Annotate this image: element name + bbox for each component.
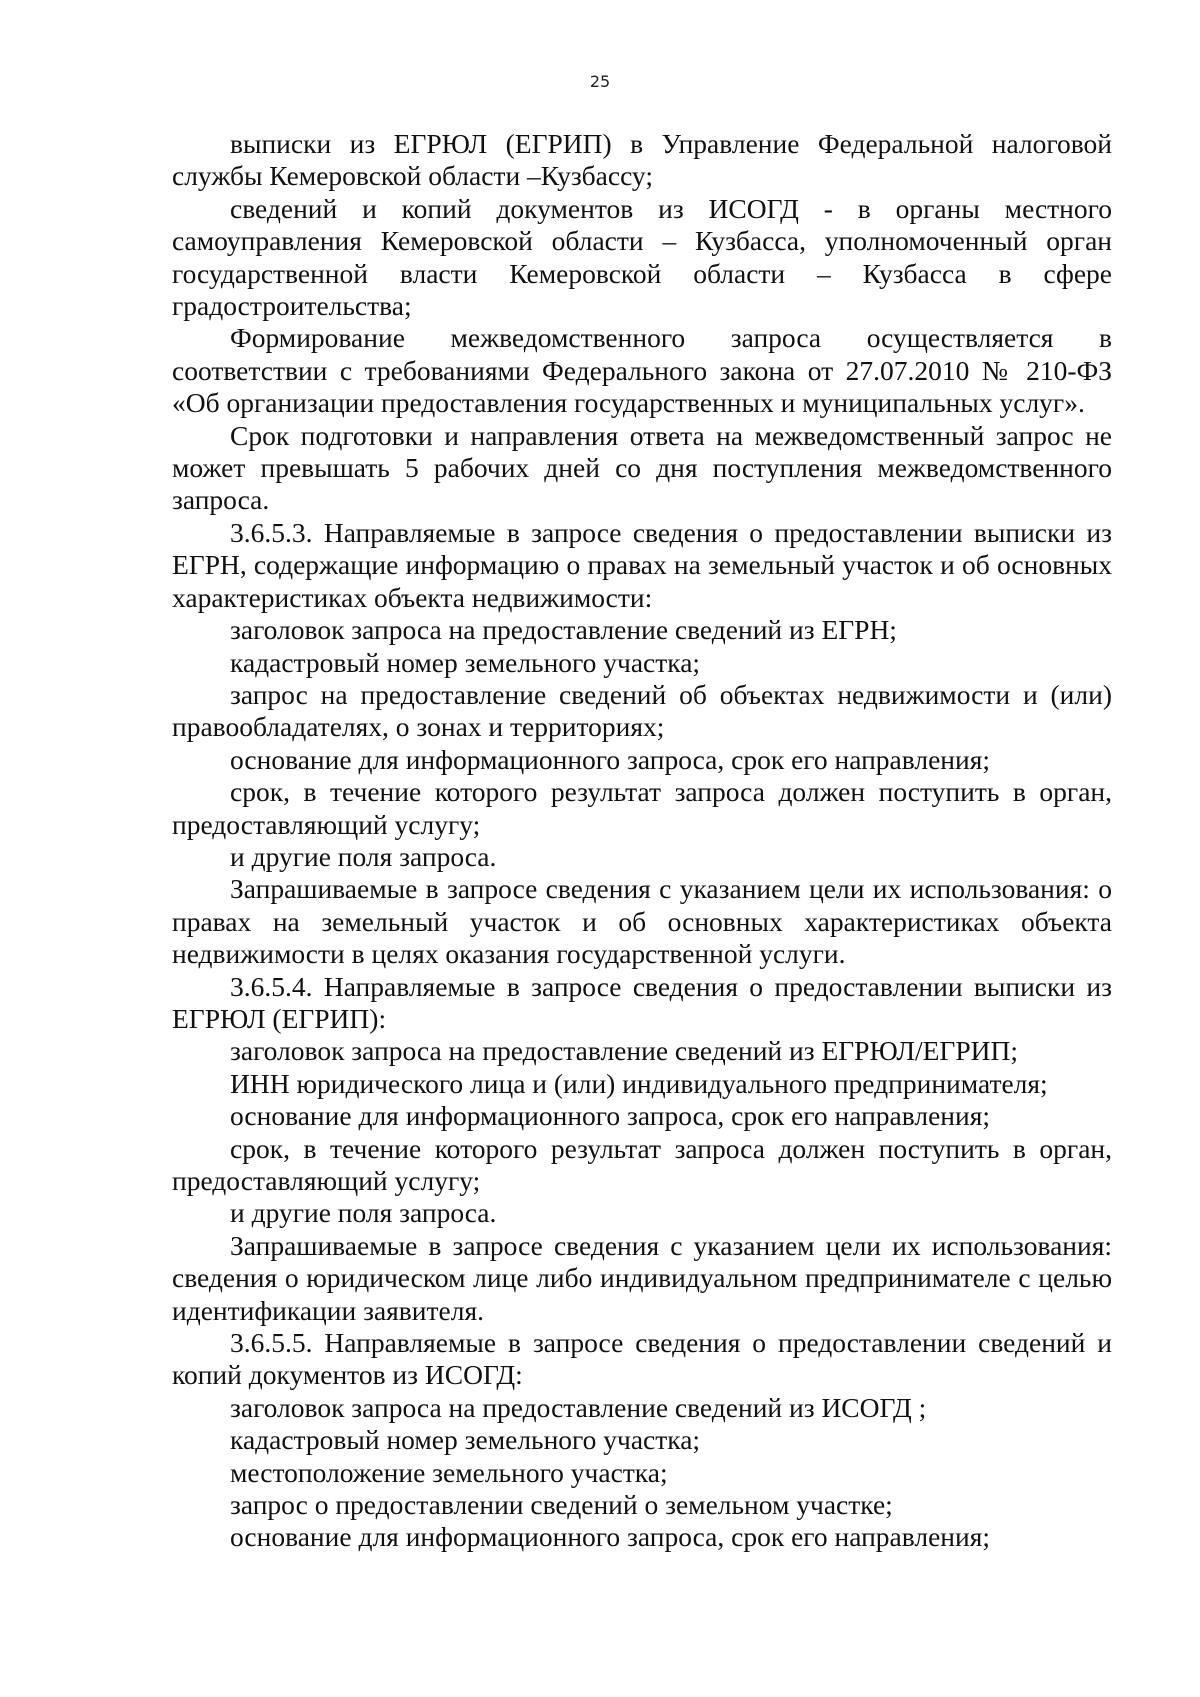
- list-item: запрос о предоставлении сведений о земельном участке;: [230, 1489, 893, 1521]
- paragraph: Запрашиваемые в запросе сведения с указанием цели их использования: сведения о юридическом лице либо индивидуальном предпринимателе с целью идентификации заявителя.: [172, 1229, 1112, 1326]
- paragraph: Срок подготовки и направления ответа на межведомственный запрос не может превышать 5 рабочих дней со дня поступления межведомственного запроса.: [172, 419, 1112, 516]
- list-item: заголовок запроса на предоставление сведений из ЕГРЮЛ/ЕГРИП;: [230, 1035, 1018, 1067]
- list-item: кадастровый номер земельного участка;: [230, 1424, 701, 1456]
- list-item: и другие поля запроса.: [230, 840, 497, 872]
- list-item: заголовок запроса на предоставление сведений из ЕГРН;: [230, 614, 897, 646]
- paragraph: 3.6.5.5. Направляемые в запросе сведения о предоставлении сведений и копий документов из ИСОГД:: [172, 1327, 1112, 1391]
- list-item: и другие поля запроса.: [230, 1197, 497, 1229]
- list-item: основание для информационного запроса, срок его направления;: [230, 1521, 991, 1553]
- document-body: [172, 128, 1112, 1554]
- list-item: кадастровый номер земельного участка;: [230, 646, 701, 678]
- page-number: 25: [589, 72, 611, 91]
- paragraph: Запрашиваемые в запросе сведения с указанием цели их использования: о правах на земельный участок и об основных характеристиках объекта недвижимости в целях оказания государственной услуги.: [172, 873, 1112, 970]
- list-item: запрос на предоставление сведений об объектах недвижимости и (или) правообладателях, о зонах и территориях;: [172, 678, 1112, 743]
- list-item: срок, в течение которого результат запроса должен поступить в орган, предоставляющий услугу;: [172, 776, 1112, 840]
- paragraph: выписки из ЕГРЮЛ (ЕГРИП) в Управление Федеральной налоговой службы Кемеровской области –Кузбассу;: [172, 128, 1112, 192]
- list-item: ИНН юридического лица и (или) индивидуального предпринимателя;: [230, 1067, 1048, 1099]
- list-item: основание для информационного запроса, срок его направления;: [230, 1100, 991, 1132]
- list-item: заголовок запроса на предоставление сведений из ИСОГД ;: [230, 1391, 927, 1423]
- paragraph: сведений и копий документов из ИСОГД - в органы местного самоуправления Кемеровской области – Кузбасса, уполномоченный орган государственной власти Кемеровской области – Кузбасса в сфере градостроительства;: [172, 192, 1112, 322]
- list-item: местоположение земельного участка;: [230, 1456, 668, 1488]
- paragraph: 3.6.5.3. Направляемые в запросе сведения о предоставлении выписки из ЕГРН, содержащие информацию о правах на земельный участок и об основных характеристиках объекта недвижимости:: [172, 516, 1112, 613]
- paragraph: Формирование межведомственного запроса осуществляется в соответствии с требованиями Федерального закона от 27.07.2010 № 210-ФЗ «Об организации предоставления государственных и муниципальных услуг».: [172, 322, 1112, 419]
- list-item: срок, в течение которого результат запроса должен поступить в орган, предоставляющий услугу;: [172, 1132, 1112, 1196]
- list-item: основание для информационного запроса, срок его направления;: [230, 743, 991, 775]
- paragraph: 3.6.5.4. Направляемые в запросе сведения о предоставлении выписки из ЕГРЮЛ (ЕГРИП):: [172, 970, 1112, 1034]
